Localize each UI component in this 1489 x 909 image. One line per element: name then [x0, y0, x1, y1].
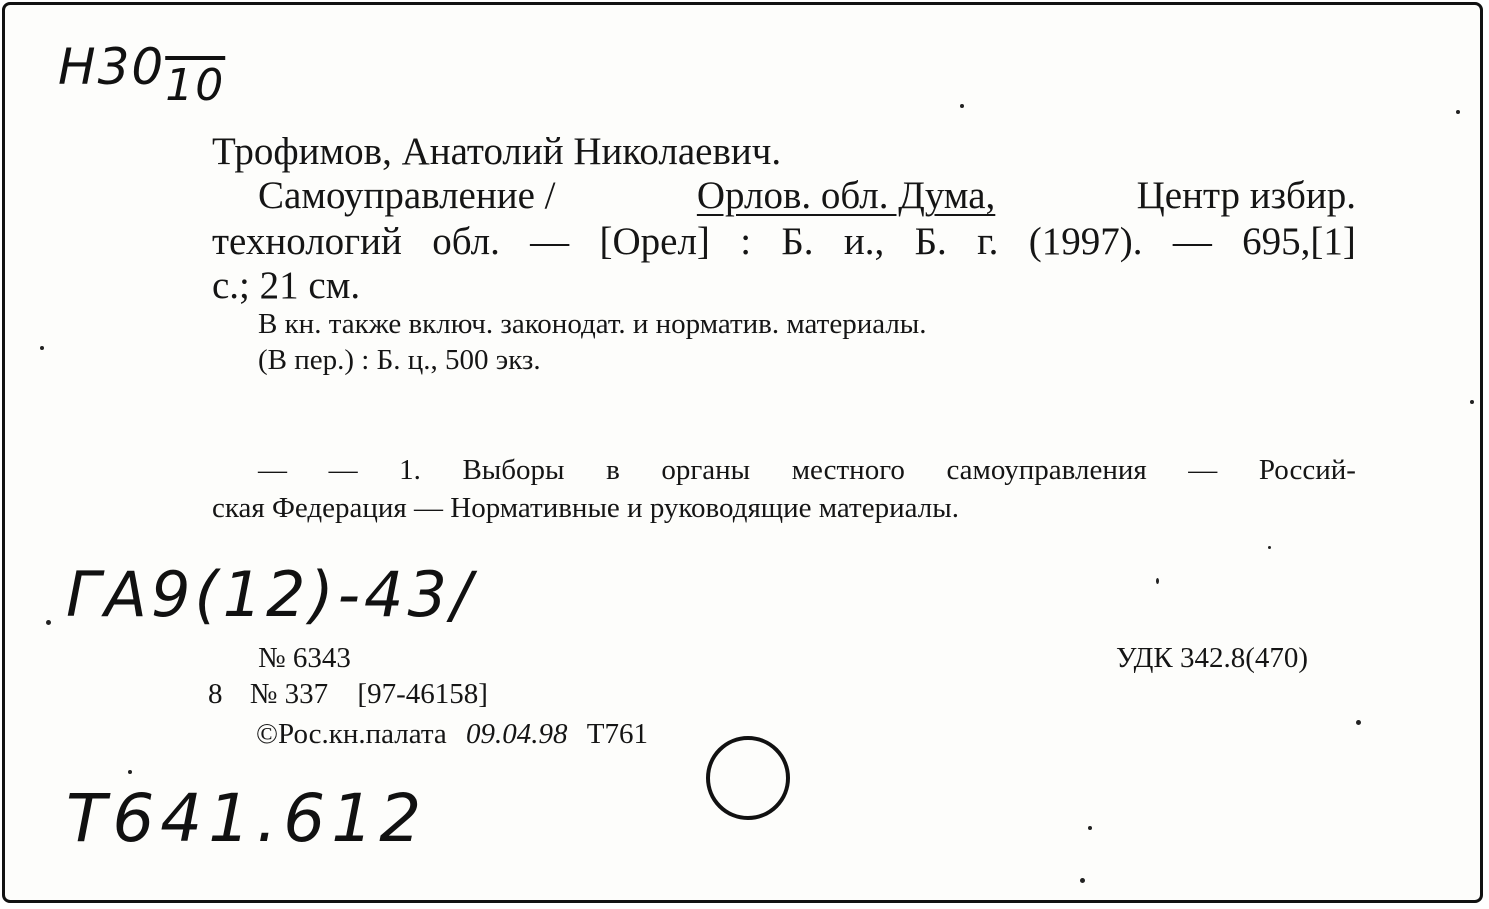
author-heading: Трофимов, Анатолий Николаевич. — [212, 130, 782, 173]
imprint-word: : — [740, 220, 752, 263]
imprint-word: технологий — [212, 220, 402, 263]
speck — [1080, 878, 1085, 883]
handwritten-classification: ГА9(12)-43/ — [66, 558, 476, 631]
subject-word: Россий- — [1258, 454, 1356, 486]
speck — [960, 104, 964, 108]
copyright-line — [256, 720, 648, 749]
subject-word: органы — [661, 454, 751, 486]
speck — [1456, 110, 1460, 114]
contents-note: В кн. также включ. законодат. и норматив. материалы. — [258, 308, 927, 340]
speck — [40, 346, 44, 350]
imprint-word: (1997). — [1028, 220, 1143, 263]
title-org: Орлов. обл. Дума, — [696, 174, 996, 217]
binding-price: (В пер.) : Б. ц., 500 экз. — [258, 344, 541, 376]
subject-line-1 — [258, 456, 1356, 485]
imprint-line — [212, 222, 1356, 261]
subject-word: — — [1188, 454, 1218, 486]
speck — [1156, 578, 1159, 584]
physical-description: с.; 21 см. — [212, 264, 361, 307]
copyright-code: Т761 — [586, 718, 648, 750]
imprint-word: — — [1172, 220, 1212, 263]
subject-word: самоуправления — [946, 454, 1147, 486]
imprint-word: Б. — [914, 220, 947, 263]
speck — [1470, 400, 1474, 404]
imprint-word: [Орел] — [599, 220, 710, 263]
shelfmark-sup: 10 — [165, 60, 226, 111]
subject-word: — — [258, 454, 287, 486]
speck — [1268, 546, 1271, 549]
card-number: № 6343 — [258, 642, 351, 674]
udk-code: УДК 342.8(470) — [1116, 642, 1309, 674]
registration-prefix: 8 — [208, 678, 223, 710]
imprint-word: г. — [977, 220, 999, 263]
imprint-word: и., — [843, 220, 885, 263]
subject-line-2: ская Федерация — Нормативные и руководящие материалы. — [212, 492, 959, 524]
subject-word: местного — [791, 454, 905, 486]
shelfmark-text: Н30 — [58, 38, 166, 96]
copyright-date: 09.04.98 — [466, 718, 568, 750]
title-rest: Центр избир. — [1136, 174, 1356, 217]
registration-number: № 337 — [249, 678, 329, 710]
speck — [1088, 826, 1092, 830]
copyright-text: ©Рос.кн.палата — [256, 718, 447, 750]
handwritten-bottom-code: Т641.612 — [66, 780, 428, 857]
subject-word: Выборы — [462, 454, 565, 486]
handwritten-shelfmark — [58, 38, 226, 111]
imprint-word: 695,[1] — [1242, 220, 1356, 263]
title-line — [258, 176, 1356, 215]
imprint-word: обл. — [432, 220, 500, 263]
speck — [128, 770, 132, 774]
registration-code: [97-46158] — [357, 678, 488, 710]
stamp-circle — [706, 736, 790, 820]
speck — [1356, 720, 1361, 725]
imprint-word: Б. — [781, 220, 814, 263]
subject-word: — — [328, 454, 358, 486]
speck — [46, 620, 51, 625]
title-start: Самоуправление / — [258, 174, 556, 217]
imprint-word: — — [530, 220, 570, 263]
subject-word: 1. — [399, 454, 421, 486]
registration-line — [208, 680, 488, 709]
subject-word: в — [606, 454, 620, 486]
